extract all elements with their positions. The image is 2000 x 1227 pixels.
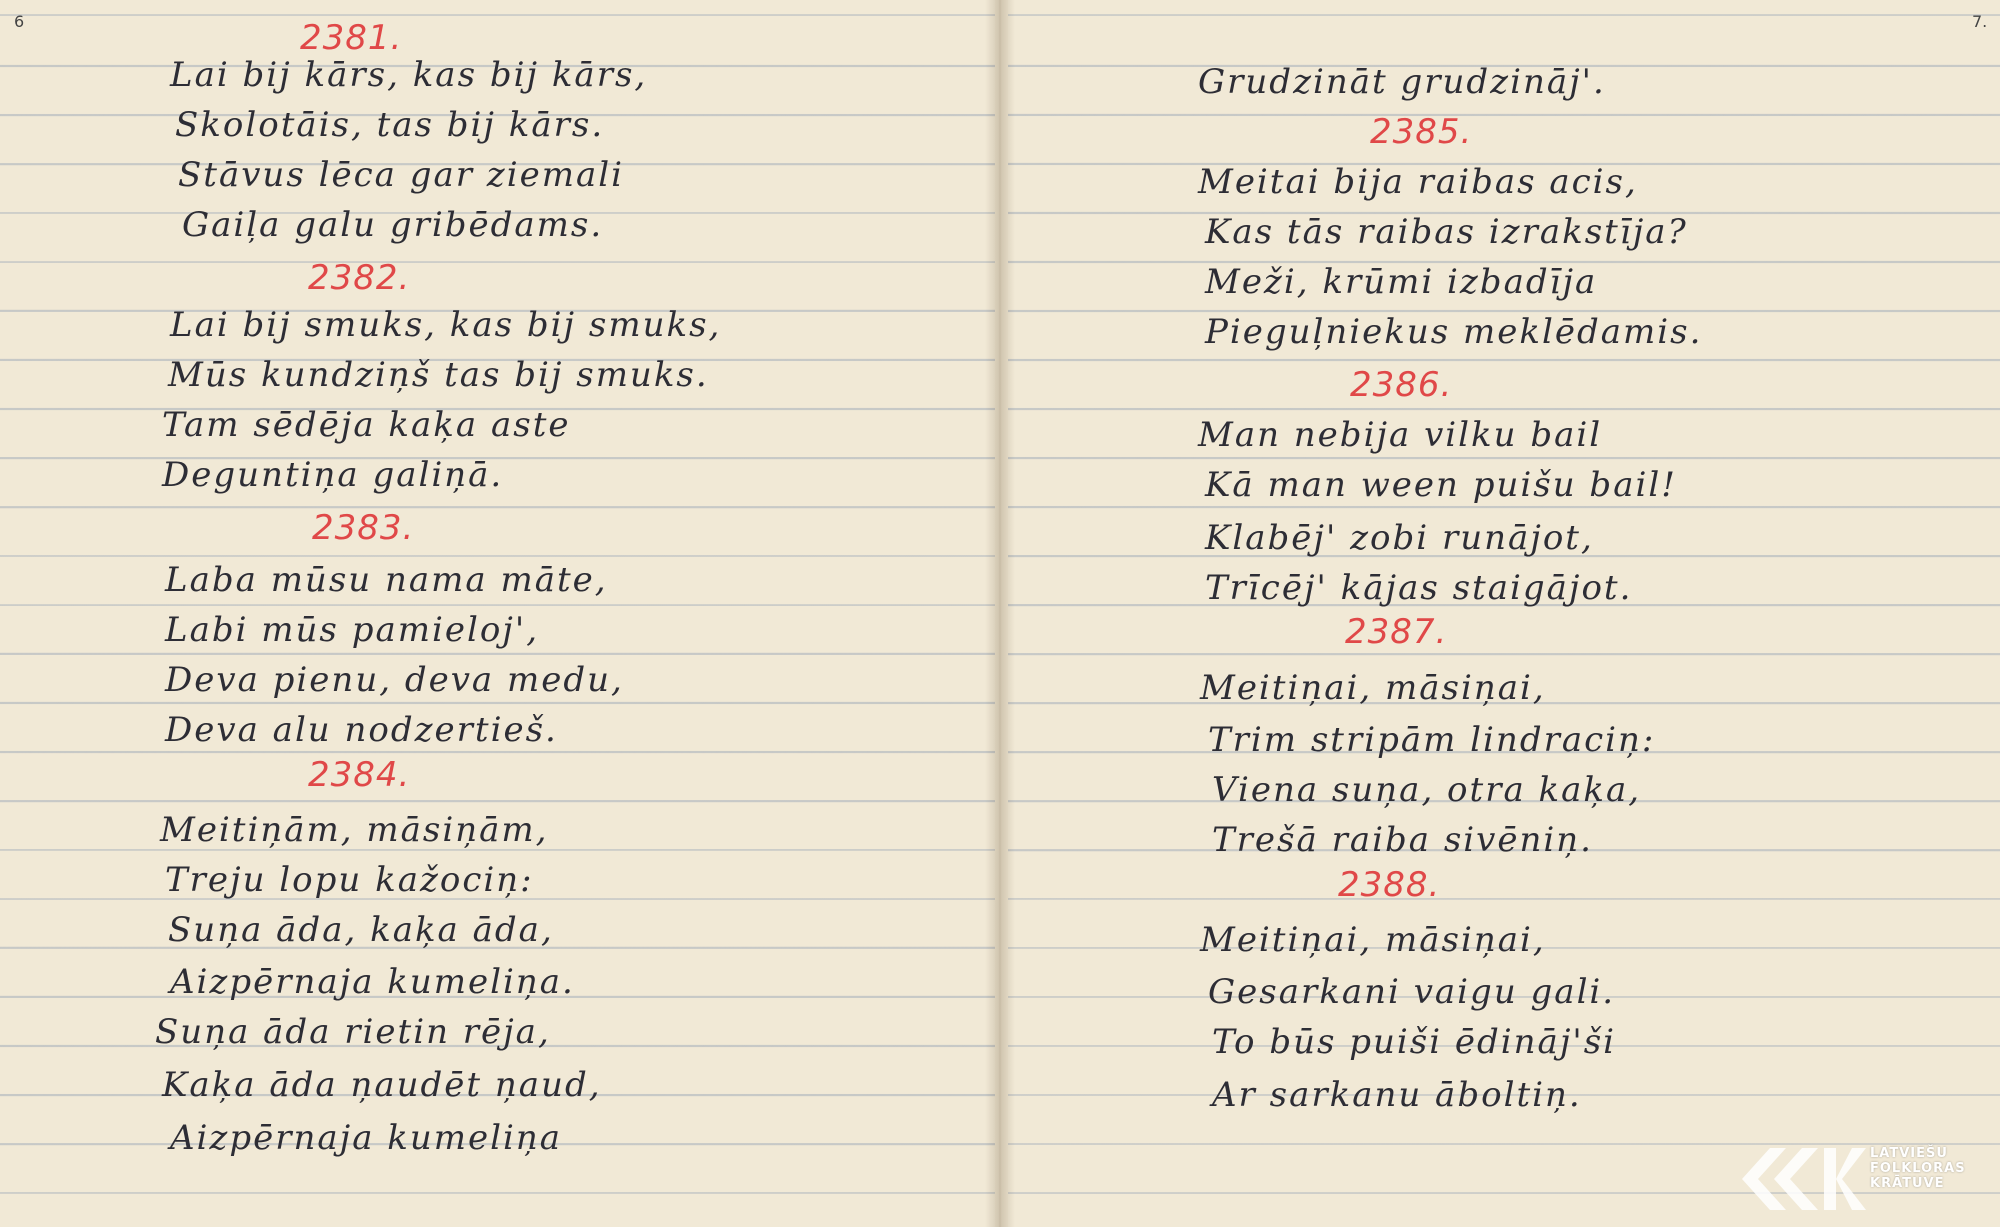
verse-line: Ar sarkanu āboltiņ. [1212,1075,1582,1115]
verse-line: Trim stripām lindraciņ: [1208,720,1656,760]
verse-line: Tam sēdēja kaķa aste [162,405,571,445]
verse-line: Viena suņa, otra kaķa, [1212,770,1642,810]
logo-text-line: KRĀTUVE [1870,1176,1945,1191]
folklore-archive-logo [1738,1140,1978,1214]
verse-line: Grudzināt grudzināj'. [1198,62,1606,102]
verse-line: Kas tās raibas izrakstīja? [1205,212,1688,252]
verse-line: Man nebija vilku bail [1198,415,1603,455]
entry-number: 2388. [1338,865,1441,905]
verse-line: Kaķa āda ņaudēt ņaud, [162,1065,602,1105]
entry-number: 2381. [300,18,403,58]
verse-line: Stāvus lēca gar ziemali [178,155,624,195]
verse-line: Deguntiņa galiņā. [162,455,504,495]
entry-number: 2382. [308,258,411,298]
verse-line: Suņa āda, kaķa āda, [168,910,554,950]
right-page-number: 7. [1972,12,1988,31]
entry-number: 2386. [1350,365,1453,405]
verse-line: Meitiņai, māsiņai, [1200,920,1546,960]
entry-number: 2385. [1370,112,1473,152]
verse-line: Trīcēj' kājas staigājot. [1205,568,1633,608]
verse-line: Klabēj' zobi runājot, [1205,518,1594,558]
verse-line: To būs puiši ēdināj'ši [1212,1022,1617,1062]
verse-line: Treju lopu kažociņ: [165,860,534,900]
verse-line: Lai bij smuks, kas bij smuks, [170,305,722,345]
verse-line: Meitiņām, māsiņām, [160,810,549,850]
verse-line: Kā man ween puišu bail! [1205,465,1677,505]
verse-line: Labi mūs pamieloj', [165,610,539,650]
archive-logo-mark [1738,1144,1868,1214]
entry-number: 2383. [312,508,415,548]
verse-line: Deva pienu, deva medu, [165,660,624,700]
verse-line: Gaiļa galu gribēdams. [182,205,604,245]
verse-line: Trešā raiba sivēniņ. [1212,820,1593,860]
verse-line: Aizpērnaja kumeliņa [170,1118,563,1158]
verse-line: Skolotāis, tas bij kārs. [175,105,605,145]
verse-line: Meitai bija raibas acis, [1198,162,1638,202]
left-page-number: 6 [14,12,25,31]
entry-number: 2387. [1345,612,1448,652]
verse-line: Laba mūsu nama māte, [165,560,608,600]
archive-logo-text [1870,1146,1966,1191]
verse-line: Aizpērnaja kumeliņa. [170,962,575,1002]
page-gutter [985,0,1015,1227]
verse-line: Meitiņai, māsiņai, [1200,668,1546,708]
logo-text-line: FOLKLORAS [1870,1161,1966,1176]
verse-line: Suņa āda rietin rēja, [155,1012,551,1052]
verse-line: Lai bij kārs, kas bij kārs, [170,55,648,95]
logo-text-line: LATVIEŠU [1870,1146,1948,1161]
verse-line: Gesarkani vaigu gali. [1208,972,1616,1012]
entry-number: 2384. [308,755,411,795]
verse-line: Deva alu nodzertieš. [165,710,558,750]
verse-line: Meži, krūmi izbadīja [1205,262,1598,302]
verse-line: Pieguļniekus meklēdamis. [1205,312,1703,352]
verse-line: Mūs kundziņš tas bij smuks. [168,355,709,395]
